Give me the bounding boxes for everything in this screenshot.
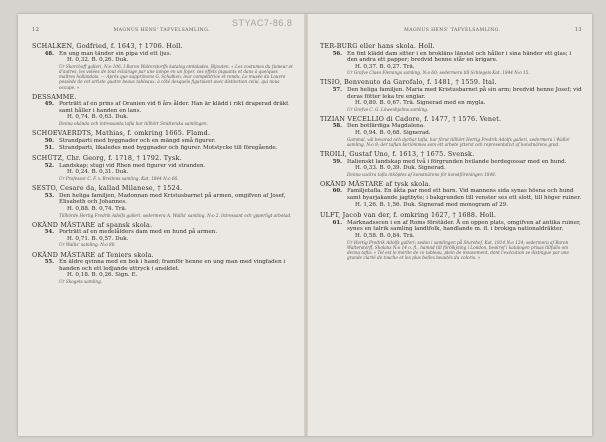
catalogue-entry [320,123,582,147]
entry-number: 48. [44,50,54,57]
entry-number: 49. [44,101,54,108]
catalogue-entry [320,188,582,208]
entry-body [59,229,294,247]
artist-heading: OKÄND MÄSTARE af Teniers skola. [32,250,154,259]
provenance-note: Ur Skogets samling. [59,278,103,284]
catalogue-entry [32,193,294,218]
artist-heading: OKÄND MÄSTARE af spansk skola. [32,220,153,229]
entry-body [347,159,582,177]
entry-number: 54. [44,229,54,236]
artist-heading: TROILI, Gustaf Uno, f. 1613, † 1675. Svensk. [320,150,475,159]
provenance-note: Ur Wallis' samling. N:o 80. [59,242,116,248]
entry-body [59,138,294,145]
entry-description: Porträtt af en medelålders dam med en hund på armen. [59,229,218,236]
artist-heading: SCHALKEN, Godfried, f. 1643, † 1706. Holl. [32,42,183,50]
artist-heading: TISIO, Benvenuto da Garofalo, f. 1481, † 1559. Ital. [320,78,497,87]
catalogue-entry [32,101,294,126]
catalogue-entry [320,51,582,76]
entry-dimensions: H. 1,26. B. 1,56. Duk. Signerad med monogram af 29. [355,201,509,208]
catalogue-entry [32,163,294,181]
provenance-note: Gammal, väl bevarad och dyrbar tafla, har förut tillhört Hertig Fredrik Adolfs galleri, sedermera i Wallis' samling, N:o 8; der taflan beriömmes som ett arbete ytterst och representativt af konstnärens grad. [347,136,571,147]
entry-description: Den botfärdiga Magdalena. [347,123,425,130]
right-header-title: MAGNUS HENS' TAFVELSAMLING. [404,28,501,33]
entry-description: Strandparti, likaledes med byggnader och figurer. Motstycke till föregående. [59,144,278,151]
right-running-header [320,26,582,33]
entry-body [59,51,294,90]
catalogue-entry [32,145,294,152]
entry-dimensions: H. 0,33. B. 0,39. Duk. Signerad. [355,165,446,172]
entry-body [59,145,294,152]
entry-dimensions: H. 0,71. B. 0,57. Duk. [67,235,129,242]
entry-body [59,259,294,284]
entry-number: 50. [44,137,54,144]
left-page-number: 12 [32,27,40,33]
artist-heading: SCHÜTZ, Chr. Georg, f. 1718, † 1792. Tysk. [32,154,182,163]
entry-dimensions: H. 0,94. B. 0,68. Signerad. [355,130,431,137]
pencil-inscription: STYAC7-86.8 [232,18,293,28]
right-catalogue-entries [320,42,582,260]
provenance-note: Denna okända och intressanta tafla har tillhört Smitterska samlingen. [59,120,208,126]
artist-heading: TER-BURG eller hans skola. Holl. [320,42,435,50]
provenance-note: Denna vackra tafla inköptes af konstnärens för konstföreningen 1848. [347,171,497,177]
artist-heading: DESSAMME. [32,92,77,101]
entry-dimensions: H. 0,74. B. 0,63. Duk. [67,114,129,121]
entry-description: Familjetafla. En äkta par med ett barn. Vid mannens sida synas hösna och hund samt byarjakande jagtbyte; i bakgrunden till venster ses ett slott, till höger ruiner. [347,188,582,202]
entry-body [59,193,294,218]
book-spread [18,14,592,436]
artist-heading: SESTO, Cesare da, kallad Milanese, † 1524. [32,184,183,193]
left-header-title: MAGNUS HENS' TAFVELSAMLING. [113,28,210,33]
catalogue-entry [320,220,582,261]
left-catalogue-entries [32,42,294,284]
entry-number: 56. [332,50,342,57]
entry-number: 61. [332,219,342,226]
left-page [32,26,294,284]
provenance-note: Ur Grefve C. G. Löwenhjelms samling. [347,106,429,112]
entry-body [59,101,294,126]
artist-heading: TIZIAN VECELLIO di Cadore, f. 1477, † 1576. Venet. [320,114,502,123]
entry-body [347,220,582,261]
entry-description: Landskap; stugi vid Rhen med figurer vid stranden. [59,162,206,169]
entry-dimensions: H. 0,24. B. 0,31. Duk. [67,169,129,176]
entry-dimensions: H. 0,32. B. 0,26. Duk. [67,57,129,64]
catalogue-entry [32,229,294,247]
entry-dimensions: H. 0,18. B. 0,26. Sign. E. [67,272,138,279]
entry-description: Marknadsscen i en af Roms förstäder. Å en oppen plats, omgifven af antika ruiner, synes en talrik samling landtfolk, handlande m. fl. i brokiga nationaldräkter. [347,219,581,233]
entry-description: Italienskt landskap med två i förgrunden hvilande herdegossar med en hund. [347,158,567,165]
entry-number: 51. [44,144,54,151]
catalogue-entry [32,138,294,145]
book-gutter [304,14,308,436]
right-page [320,26,582,260]
catalogue-entry [320,87,582,112]
entry-dimensions: H. 0,37. B. 0,27. Trä. [355,63,415,70]
entry-number: 53. [44,192,54,199]
entry-description: En ung man tänder sin pipa vid ett ljus. [59,50,172,57]
entry-body [347,87,582,112]
right-page-number: 13 [574,27,582,33]
entry-description: Strandparti med byggnader och en mängd små figurer. [59,137,216,144]
entry-number: 58. [332,123,342,130]
left-running-header [32,26,294,33]
entry-description: Porträtt af en prins af Oranien vid 6 års ålder. Han är klädd i rikt draperad dräkt samt håller i handen en lans. [59,101,289,114]
artist-heading: ULFT, Jacob van der, f. omkring 1627, † 1688. Holl. [320,211,497,220]
entry-number: 52. [44,162,54,169]
entry-number: 55. [44,259,54,266]
artist-heading: SCHOEVAERDTS, Mathias, f. omkring 1665. Flamd. [32,129,211,138]
entry-number: 60. [332,188,342,195]
provenance-note: Ur Grafve Claes Flemings samling. N:o 60; sedermera till Schlegels Kat. 1844 N:o 15. [347,70,530,76]
catalogue-entry [320,159,582,177]
entry-description: Den heliga familjen. Maria med Kristusbarnet på sin arm; bredvid henne Josef; vid deras fötter leka tre englar. [347,86,582,100]
entry-dimensions: H. 0,80. B. 0,67. Trä. Signerad med en mygla. [355,100,486,107]
entry-number: 59. [332,158,342,165]
provenance-note: Tillhörde Hertig Fredrik Adolfs galleri, sedermera A. Wallis' samling. N:o 2. Intressant och ypperligt arbetad. [59,212,292,218]
entry-dimensions: H. 0,58. B. 0,84. Trä. [355,232,415,239]
catalogue-entry [32,51,294,90]
entry-description: En äldre qvinna med en bok i hand; framför henne en ung man med vingfaden i handen och ett ledjande uttryck i ansiktet. [59,259,286,272]
provenance-note: Ur Skorchoff galleri, N:o 106. I Baron Walterstorffs katalog omtalades. Bijouten. « Les costumes du fumeur et d'autres, les volées de tout éclairage par une lampe en un foyer, ces effets piquants et dans à quelques maîtres hollandais. — Après que supprimons G. Schalken, leur compétitrice et rendu. Le musée du Louvre possède de cet artiste quatre beaux tableaux, à côté desquels figuraient avec distinction celui, qui nous occupe. » [59,63,293,90]
entry-description: En fint klädd dam sitter i en brokläns länstol och håller i sina händer ett glas; i den andra ett papper; bredvid henne står en krigare. [347,50,572,64]
artist-heading: OKÄND MÄSTARE af tysk skola. [320,179,431,188]
entry-body [347,123,582,147]
entry-body [347,188,582,208]
entry-description: Den heliga familjen, Madonnan med Kristusbarnet på armen, omgifven af Josef, Elisabeth och Johannes. [59,192,286,206]
entry-body [59,163,294,181]
entry-dimensions: H. 0,88. B. 0,74. Trä. [67,205,127,212]
provenance-note: Ur Hertig Fredrik Adolfs galleri; sedan i samlingen på Sturehof, Kat. 1814 N:o 124; sedermera af Baron Walterstorff. Skolans N:o 14 o. fl., hamnd till förölkjning i London, beskref i katalogen prisas tillfullo om denna tafla: « Tel est le mérite de ce tableau, plein de mouvement, dont l'exécution se distingue par une grande clarté de touche et les plus belles beautés du coloris. » [347,239,569,261]
entry-number: 57. [332,86,342,93]
provenance-note: Ur Professor C. F. v. Breitens samling. Kat. 1844 N:o 66. [59,176,179,182]
entry-body [347,51,582,76]
catalogue-entry [32,259,294,284]
